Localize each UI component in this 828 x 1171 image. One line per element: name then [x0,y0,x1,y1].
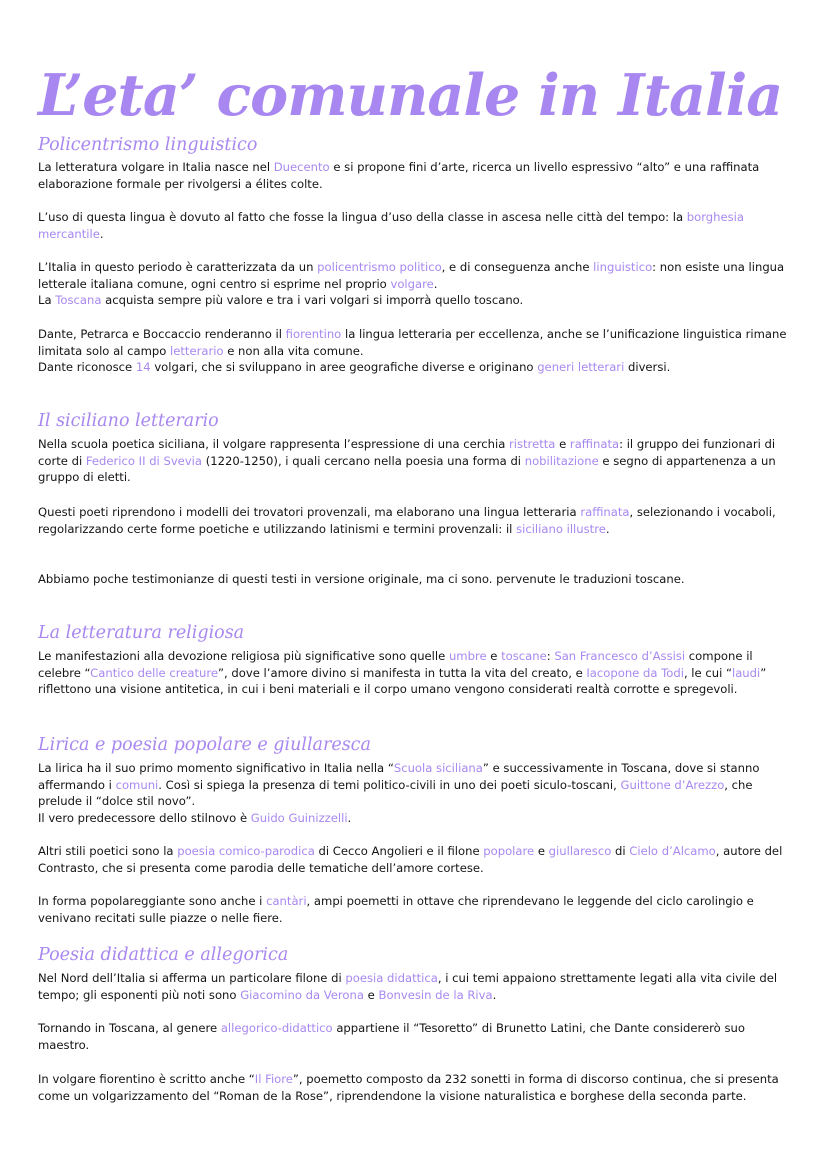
section-heading: Il siciliano letterario [38,411,219,431]
highlighted-term: popolare [483,844,535,858]
section-heading: La letteratura religiosa [38,623,245,643]
text-run: volgari, che si sviluppano in aree geografiche diverse e originano [150,360,538,374]
text-run: . [492,987,497,1002]
paragraph [38,970,796,1003]
text-run: Dante, Petrarca e Boccaccio renderanno il [38,327,286,341]
text-run: Dante riconosce [38,360,136,374]
section-heading: Policentrismo linguistico [38,135,258,155]
text-run: , selezionando i vocaboli, regolarizzando certe forme poetiche e utilizzando latinismi e termini provenzali: il [38,505,776,536]
paragraph [38,571,796,588]
text-run: La [38,293,56,307]
text-run: . [605,521,610,536]
paragraph [38,893,796,926]
paragraph [38,760,796,826]
text-run: ” riflettono una visione antitetica, in cui i beni materiali e il corpo umano vengono considerati realtà corrotte e spregevoli. [38,665,767,696]
highlighted-term: siciliano illustre [516,521,606,536]
paragraph [38,159,796,192]
text-run: ”, poemetto composto da 232 sonetti in forma di discorso continua, che si presenta come un volgarizzamento del “Roman de la Rose”, riprendendone la visione naturalistica e borghese della seconda parte. [38,1072,779,1103]
paragraph [38,436,796,486]
highlighted-term: comuni [115,777,159,792]
paragraph [38,1071,796,1104]
text-run: ” e successivamente in Toscana, dove si stanno affermando i [38,761,760,792]
highlighted-term: Il Fiore [254,1072,293,1086]
text-run: , le cui “ [683,665,732,680]
highlighted-term: fiorentino [285,327,342,341]
text-run: e si propone fini d’arte, ricerca un livello espressivo “alto” e una raffinata elaborazione formale per rivolgersi a élites colte. [38,160,760,191]
highlighted-term: Guido Guinizzelli [250,810,348,825]
text-run: . [347,810,352,825]
highlighted-term: Giacomino da Verona [240,987,364,1002]
highlighted-term: generi letterari [537,360,625,374]
text-run: diversi. [624,360,671,374]
highlighted-term: giullaresco [548,844,612,858]
highlighted-term: Bonvesin de la Riva [378,987,493,1002]
text-run: . [433,276,438,291]
text-run: L’uso di questa lingua è dovuto al fatto che fosse la lingua d’uso della classe in ascesa nelle città del tempo: la [38,210,687,224]
text-run: , e di conseguenza anche [441,260,594,274]
text-run: di [611,844,630,858]
text-run: In forma popolareggiante sono anche i [38,894,267,908]
highlighted-term: ristretta [508,437,556,451]
text-run: di Cecco Angolieri e il filone [314,844,484,858]
paragraph [38,326,796,376]
text-run: , autore del Contrasto, che si presenta come parodia delle tematiche dell’amore cortese. [38,844,783,875]
text-run: : [546,649,555,663]
text-run: Abbiamo poche testimonianze di questi testi in versione originale, ma ci sono. pervenute le traduzioni toscane. [38,572,685,586]
text-run: e [363,987,379,1002]
paragraph [38,209,796,242]
text-run: acquista sempre più valore e tra i vari volgari si imporrà quello toscano. [101,293,524,307]
highlighted-term: Cielo d’Alcamo [629,844,716,858]
highlighted-term: Guittone d’Arezzo [620,777,725,792]
text-run: Le manifestazioni alla devozione religiosa più significative sono quelle [38,649,449,663]
text-run: Nel Nord dell’Italia si afferma un particolare filone di [38,971,346,985]
highlighted-term: toscane [501,649,547,663]
text-run: , che prelude il “dolce stil novo”. [38,777,753,808]
text-run: . Così si spiega la presenza di temi politico-civili in uno dei poeti siculo-toscani, [158,777,621,792]
highlighted-term: umbre [448,649,487,663]
text-run: In volgare fiorentino è scritto anche “ [38,1072,255,1086]
paragraph [38,259,796,309]
highlighted-term: Iacopone da Todi [586,665,684,680]
text-run: . [99,226,104,241]
text-run: Altri stili poetici sono la [38,844,178,858]
text-run: La lirica ha il suo primo momento significativo in Italia nella “ [38,761,394,775]
text-run: : non esiste una lingua letterale italiana comune, ogni centro si esprime nel proprio [38,260,785,291]
paragraph [38,648,796,698]
text-run: , ampi poemetti in ottave che riprendevano le leggende del ciclo carolingio e venivano recitati sulle piazze o nelle fiere. [38,894,754,925]
paragraph [38,1020,796,1053]
text-run: e [555,437,570,451]
paragraph [38,843,796,876]
text-run: compone il celebre “ [38,649,753,680]
highlighted-term: 14 [135,360,151,374]
paragraph [38,504,796,537]
text-run: ”, dove l’amore divino si manifesta in tutta la vita del creato, e [218,665,587,680]
page-title: L’eta’ comunale in Italia [38,62,783,129]
text-run: Questi poeti riprendono i modelli dei trovatori provenzali, ma elaborano una lingua letteraria [38,505,581,519]
highlighted-term: raffinata [569,437,620,451]
highlighted-term: raffinata [580,505,630,519]
highlighted-term: borghesia mercantile [38,210,745,241]
highlighted-term: poesia didattica [345,971,438,985]
highlighted-term: Toscana [55,293,102,307]
text-run: Il vero predecessore dello stilnovo è [38,810,251,825]
highlighted-term: poesia comico-parodica [177,844,315,858]
highlighted-term: letterario [170,343,224,358]
highlighted-term: linguistico [593,260,653,274]
highlighted-term: Scuola siciliana [393,761,483,775]
text-run: La letteratura volgare in Italia nasce nel [38,160,274,174]
text-run: Nella scuola poetica siciliana, il volgare rappresenta l’espressione di una cerchia [38,437,509,451]
highlighted-term: laudi [731,665,761,680]
highlighted-term: Federico II di Svevia [85,453,203,468]
text-run: e [534,844,549,858]
text-run: L’Italia in questo periodo è caratterizzata da un [38,260,318,274]
text-run: appartiene il “Tesoretto” di Brunetto Latini, che Dante considererò suo maestro. [38,1021,745,1052]
highlighted-term: Cantico delle creature [90,665,219,680]
highlighted-term: policentrismo politico [317,260,442,274]
highlighted-term: cantàri [266,894,307,908]
text-run: la lingua letteraria per eccellenza, anche se l’unificazione linguistica rimane limitata solo al campo [38,327,787,358]
text-run: e segno di appartenenza a un gruppo di eletti. [38,453,776,484]
text-run: Tornando in Toscana, al genere [38,1021,221,1035]
highlighted-term: allegorico-didattico [220,1021,333,1035]
highlighted-term: volgare [390,276,434,291]
section-heading: Poesia didattica e allegorica [38,945,289,965]
text-run: (1220-1250), i quali cercano nella poesia una forma di [202,453,525,468]
highlighted-term: Duecento [273,160,330,174]
section-heading: Lirica e poesia popolare e giullaresca [38,735,371,755]
highlighted-term: nobilitazione [524,453,599,468]
text-run: e [486,649,502,663]
text-run: : il gruppo dei funzionari di corte di [38,437,776,468]
highlighted-term: San Francesco d’Assisi [554,649,686,663]
text-run: e non alla vita comune. [223,343,364,358]
text-run: , i cui temi appaiono strettamente legati alla vita civile del tempo; gli esponenti più noti sono [38,971,778,1002]
